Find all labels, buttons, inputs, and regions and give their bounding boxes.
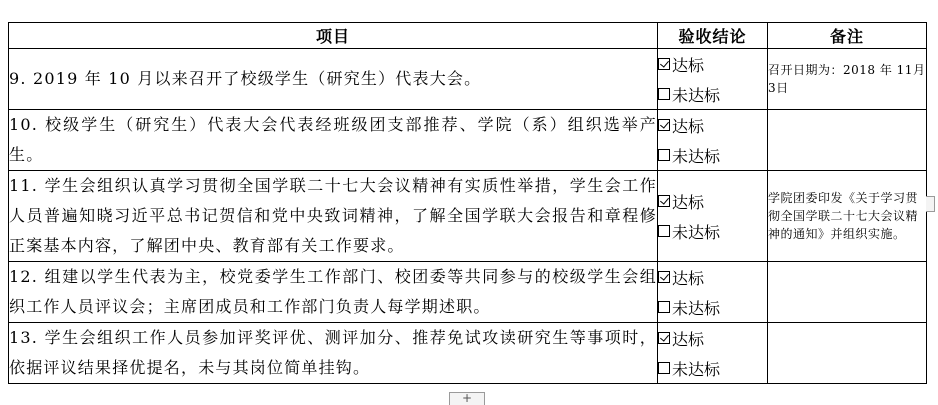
table-header-row <box>9 23 927 49</box>
item-cell: 9. 2019 年 10 月以来召开了校级学生（研究生）代表大会。 <box>9 49 658 110</box>
pass-option[interactable] <box>658 323 767 353</box>
table-resize-handle[interactable] <box>926 196 935 212</box>
fail-label: 未达标 <box>672 146 721 166</box>
pass-label: 达标 <box>672 55 705 75</box>
verdict-cell <box>658 171 768 262</box>
pass-option[interactable] <box>658 262 767 292</box>
fail-option[interactable] <box>658 292 767 322</box>
pass-label: 达标 <box>672 329 705 349</box>
pass-option[interactable] <box>658 186 767 216</box>
fail-option[interactable] <box>658 140 767 170</box>
fail-option[interactable] <box>658 79 767 109</box>
fail-label: 未达标 <box>672 298 721 318</box>
checked-checkbox-icon[interactable] <box>658 195 670 207</box>
checked-checkbox-icon[interactable] <box>658 119 670 131</box>
table-row <box>9 323 927 384</box>
fail-label: 未达标 <box>672 222 721 242</box>
table-row <box>9 262 927 323</box>
pass-option[interactable] <box>658 49 767 79</box>
verdict-cell <box>658 110 768 171</box>
note-cell <box>768 110 927 171</box>
item-cell: 13. 学生会组织工作人员参加评奖评优、测评加分、推荐免试攻读研究生等事项时，依据评议结果择优提名，未与其岗位简单挂钩。 <box>9 323 658 384</box>
checked-checkbox-icon[interactable] <box>658 58 670 70</box>
note-cell: 召开日期为：2018 年 11月 3日 <box>768 49 927 110</box>
fail-option[interactable] <box>658 353 767 383</box>
verdict-cell <box>658 262 768 323</box>
pass-label: 达标 <box>672 268 705 288</box>
note-cell: 学院团委印发《关于学习贯彻全国学联二十七大会议精神的通知》并组织实施。 <box>768 171 927 262</box>
fail-option[interactable] <box>658 216 767 246</box>
empty-checkbox-icon[interactable] <box>658 88 670 100</box>
empty-checkbox-icon[interactable] <box>658 149 670 161</box>
header-verdict: 验收结论 <box>658 23 768 49</box>
pass-option[interactable] <box>658 110 767 140</box>
table-row <box>9 49 927 110</box>
empty-checkbox-icon[interactable] <box>658 225 670 237</box>
item-cell: 12. 组建以学生代表为主，校党委学生工作部门、校团委等共同参与的校级学生会组织工作人员评议会；主席团成员和工作部门负责人每学期述职。 <box>9 262 658 323</box>
checked-checkbox-icon[interactable] <box>658 271 670 283</box>
table-row <box>9 110 927 171</box>
pass-label: 达标 <box>672 192 705 212</box>
table-row <box>9 171 927 262</box>
item-cell: 11. 学生会组织认真学习贯彻全国学联二十七大会议精神有实质性举措，学生会工作人员普遍知晓习近平总书记贺信和党中央致词精神，了解全国学联大会报告和章程修正案基本内容，了解团中央、教育部有关工作要求。 <box>9 171 658 262</box>
fail-label: 未达标 <box>672 85 721 105</box>
item-cell: 10. 校级学生（研究生）代表大会代表经班级团支部推荐、学院（系）组织选举产生。 <box>9 110 658 171</box>
empty-checkbox-icon[interactable] <box>658 362 670 374</box>
checked-checkbox-icon[interactable] <box>658 332 670 344</box>
pass-label: 达标 <box>672 116 705 136</box>
fail-label: 未达标 <box>672 359 721 379</box>
header-item: 项目 <box>9 23 658 49</box>
verdict-cell <box>658 49 768 110</box>
header-note: 备注 <box>768 23 927 49</box>
add-row-button[interactable]: + <box>449 392 485 405</box>
note-cell <box>768 262 927 323</box>
verdict-cell <box>658 323 768 384</box>
note-cell <box>768 323 927 384</box>
empty-checkbox-icon[interactable] <box>658 301 670 313</box>
acceptance-table <box>8 22 927 384</box>
